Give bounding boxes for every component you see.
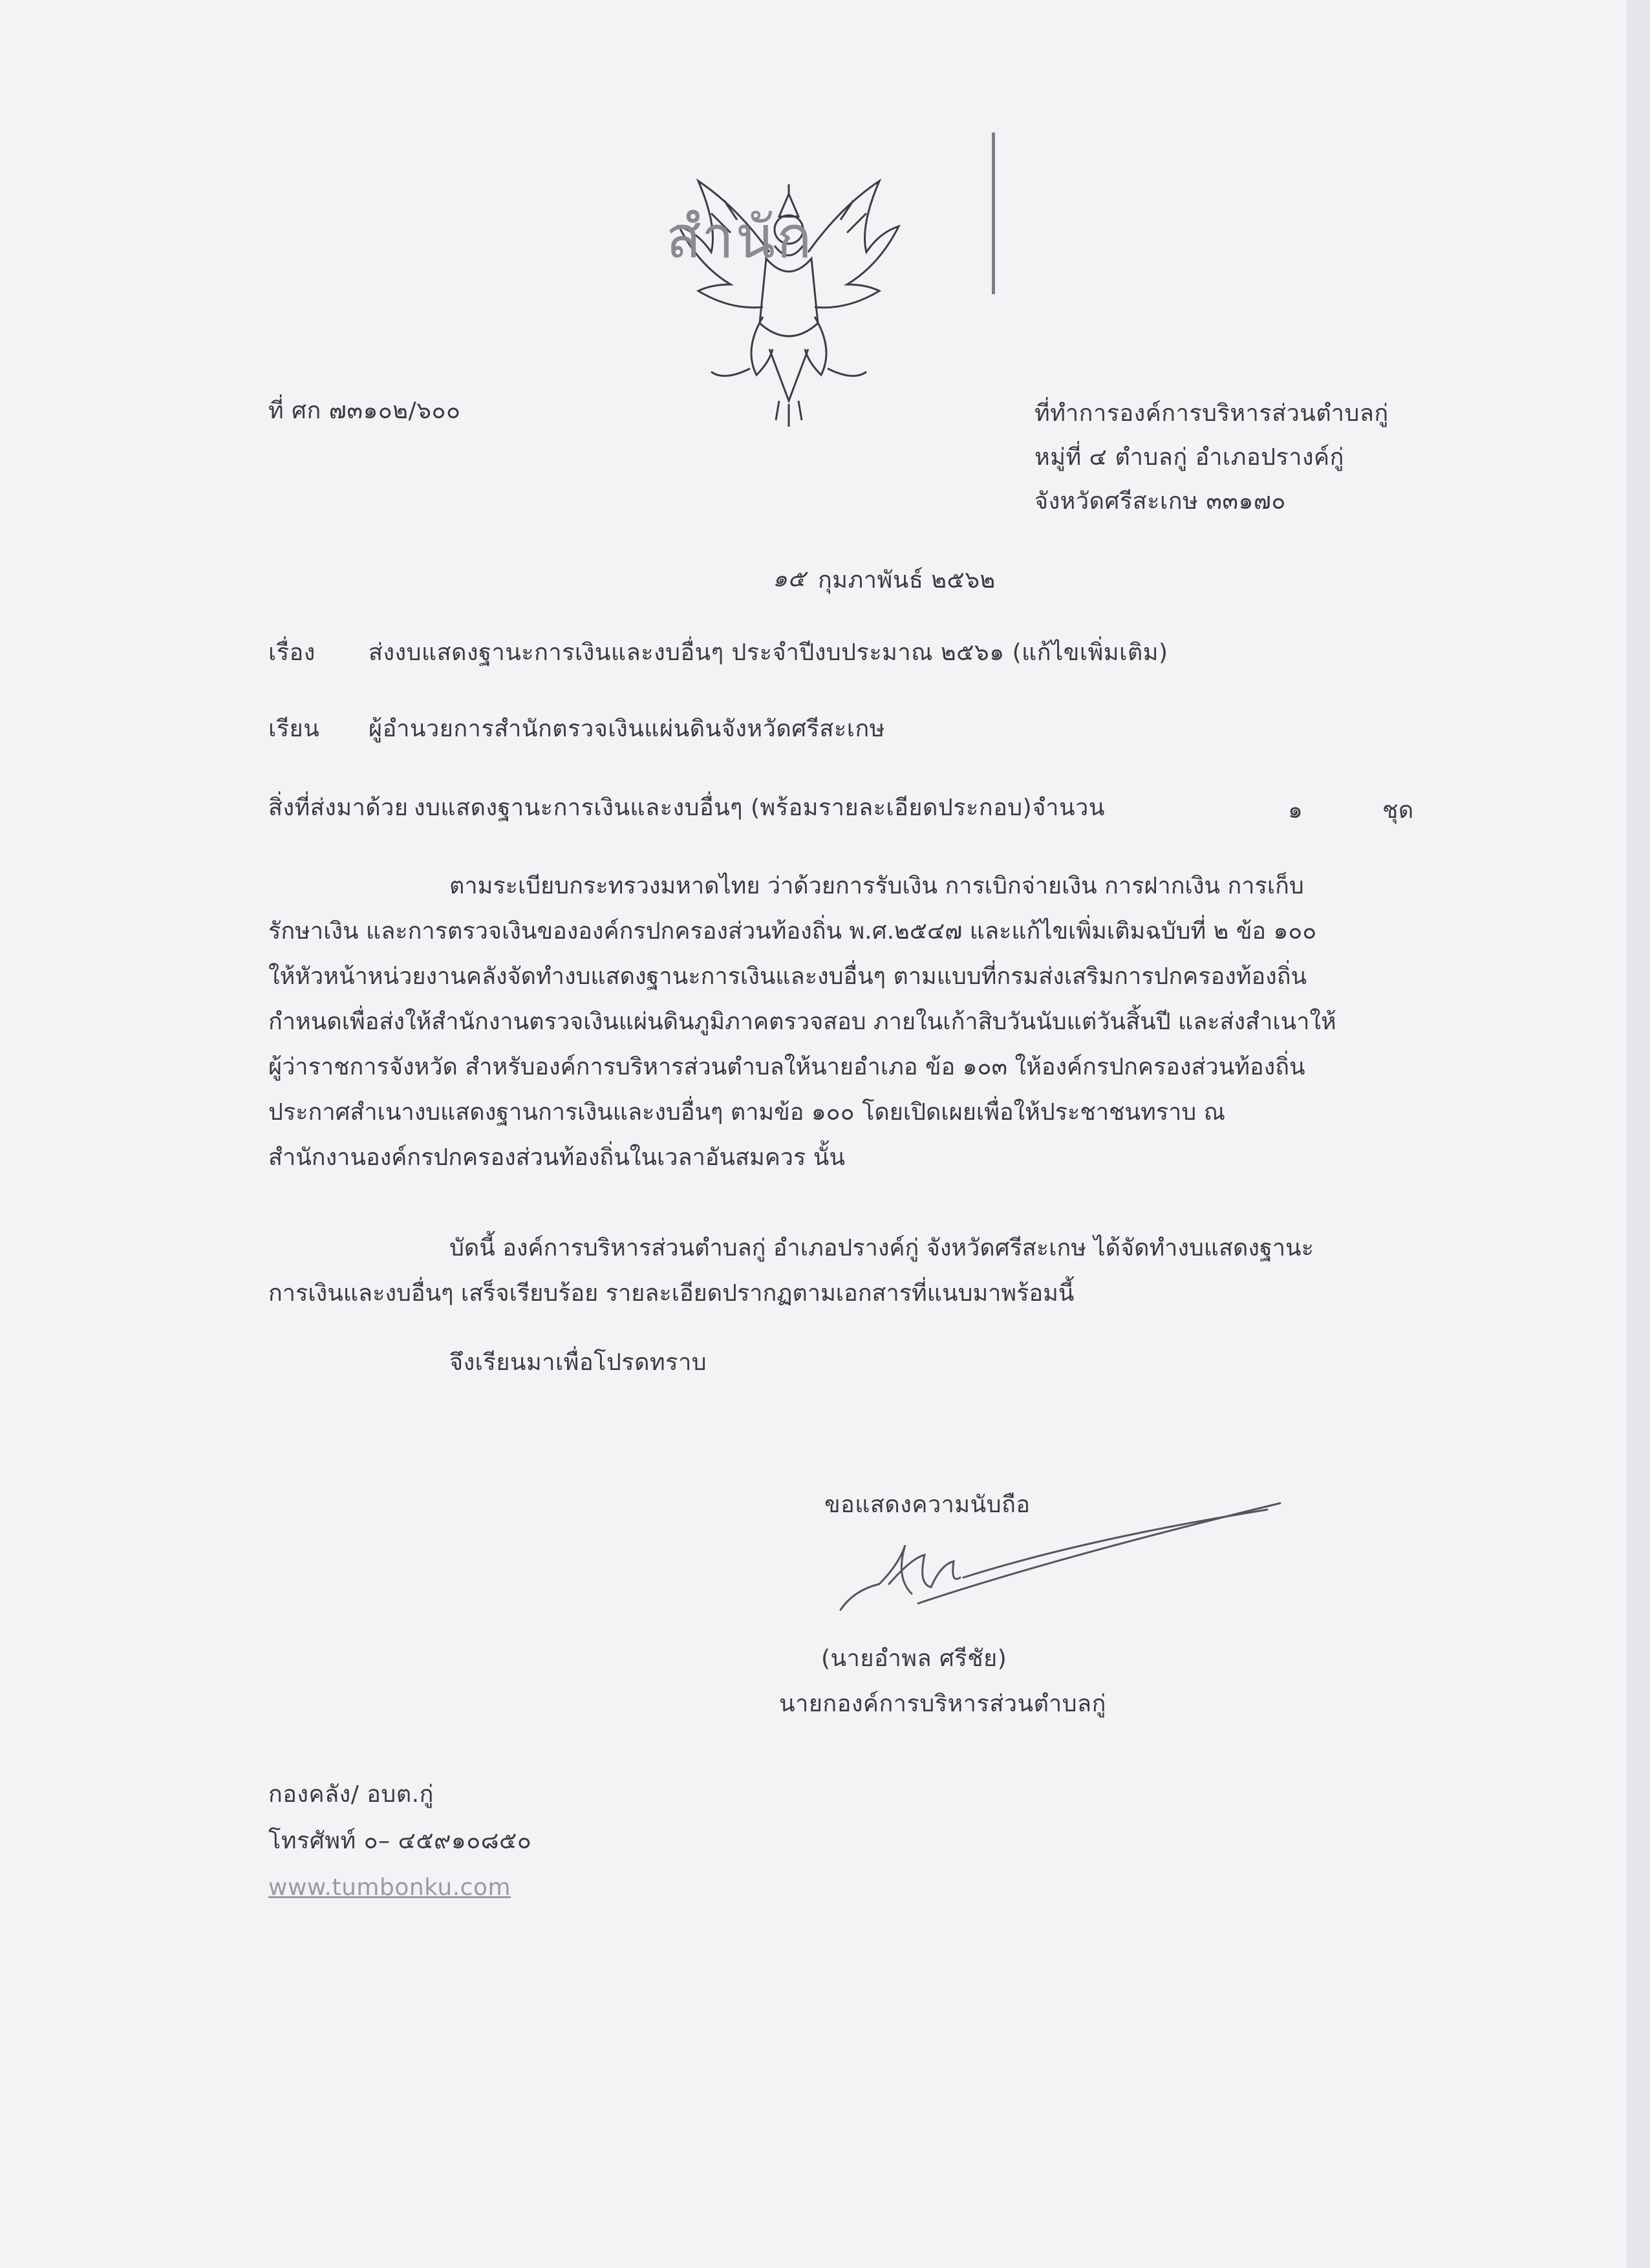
reference-number: ที่ ศก ๗๓๑๐๒/๖๐๐ [268, 398, 461, 424]
address-line-2: หมู่ที่ ๔ ตำบลกู่ อำเภอปรางค์กู่ [1034, 444, 1344, 471]
paragraph-1-line: ให้หัวหน้าหน่วยงานคลังจัดทำงบแสดงฐานะการเงินและงบอื่นๆ ตามแบบที่กรมส่งเสริมการปกครองท้องถิ่น [268, 963, 1307, 990]
date-day: ๑๕ [773, 566, 806, 592]
paragraph-1-line: สำนักงานองค์กรปกครองส่วนท้องถิ่นในเวลาอันสมควร นั้น [268, 1144, 846, 1171]
paragraph-2-line: บัดนี้ องค์การบริหารส่วนตำบลกู่ อำเภอปรางค์กู่ จังหวัดศรีสะเกษ ได้จัดทำงบแสดงฐานะ [449, 1235, 1314, 1261]
signer-name: (นายอำพล ศรีชัย) [821, 1645, 1007, 1672]
enclosure-unit: ชุด [1382, 797, 1414, 824]
paragraph-1-line: ผู้ว่าราชการจังหวัด สำหรับองค์การบริหารส่วนตำบลให้นายอำเภอ ข้อ ๑๐๓ ให้องค์กรปกครองส่วนท้องถิ่น [268, 1054, 1305, 1080]
address-line-1: ที่ทำการองค์การบริหารส่วนตำบลกู่ [1034, 400, 1389, 427]
enclosure-count: ๑ [1288, 797, 1303, 824]
subject-text: ส่งงบแสดงฐานะการเงินและงบอื่นๆ ประจำปีงบประมาณ ๒๕๖๑ (แก้ไขเพิ่มเติม) [369, 639, 1168, 666]
date-month-year: กุมภาพันธ์ ๒๕๖๒ [818, 567, 996, 594]
paragraph-1-line: ตามระเบียบกระทรวงมหาดไทย ว่าด้วยการรับเงิน การเบิกจ่ายเงิน การฝากเงิน การเก็บ [449, 873, 1304, 899]
stamp-border-line [992, 133, 995, 294]
closing-request: จึงเรียนมาเพื่อโปรดทราบ [449, 1349, 707, 1376]
paragraph-1-line: กำหนดเพื่อส่งให้สำนักงานตรวจเงินแผ่นดินภูมิภาคตรวจสอบ ภายในเก้าสิบวันนับแต่วันสิ้นปี และส่งสำเนาให้ [268, 1009, 1336, 1035]
body-paragraph-1 [268, 864, 1336, 1181]
enclosure-text: งบแสดงฐานะการเงินและงบอื่นๆ (พร้อมรายละเอียดประกอบ)จำนวน [414, 795, 1105, 821]
address-line-3: จังหวัดศรีสะเกษ ๓๓๑๗๐ [1034, 488, 1286, 515]
enclosure-label: สิ่งที่ส่งมาด้วย [268, 795, 409, 821]
paragraph-2-line: การเงินและงบอื่นๆ เสร็จเรียบร้อย รายละเอียดปรากฏตามเอกสารที่แนบมาพร้อมนี้ [268, 1280, 1075, 1307]
footer-website-link[interactable]: www.tumbonku.com [268, 1874, 511, 1901]
subject-label: เรื่อง [268, 639, 316, 666]
paragraph-1-line: ประกาศสำเนางบแสดงฐานการเงินและงบอื่นๆ ตามข้อ ๑๐๐ โดยเปิดเผยเพื่อให้ประชาชนทราบ ณ [268, 1099, 1226, 1126]
paragraph-1-line: รักษาเงิน และการตรวจเงินขององค์กรปกครองส่วนท้องถิ่น พ.ศ.๒๕๔๗ และแก้ไขเพิ่มเติมฉบับที่ ๒ ข้อ ๑๐๐ [268, 918, 1317, 945]
stamp-seal: สำนัก [666, 204, 813, 272]
handwritten-signature [828, 1481, 1293, 1636]
body-paragraph-2 [268, 1226, 1314, 1316]
signature-closing: ขอแสดงความนับถือ [824, 1492, 1031, 1518]
footer-department: กองคลัง/ อบต.กู่ [268, 1781, 434, 1808]
recipient-label: เรียน [268, 716, 320, 742]
signer-position: นายกองค์การบริหารส่วนตำบลกู่ [779, 1691, 1106, 1717]
footer-phone: โทรศัพท์ ๐– ๔๕๙๑๐๘๕๐ [268, 1828, 532, 1854]
recipient-text: ผู้อำนวยการสำนักตรวจเงินแผ่นดินจังหวัดศรีสะเกษ [369, 716, 886, 742]
scan-page-edge [1627, 0, 1650, 2268]
